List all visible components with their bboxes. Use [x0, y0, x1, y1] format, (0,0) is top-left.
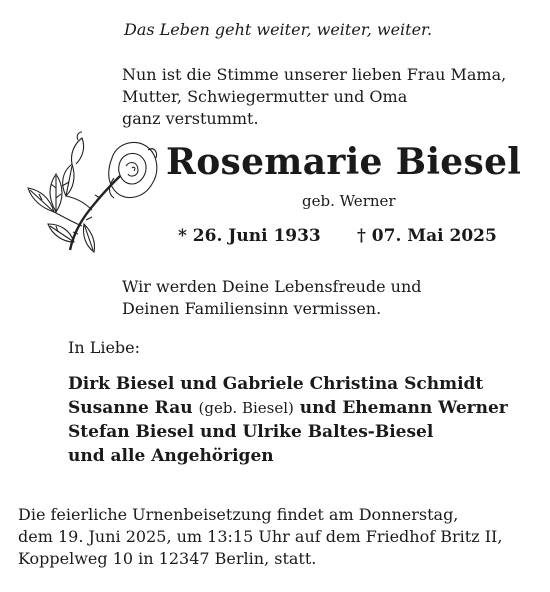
- mourners-list: [68, 372, 508, 468]
- memory-line: Wir werden Deine Lebensfreude und: [122, 277, 422, 296]
- funeral-line: Koppelweg 10 in 12347 Berlin, statt.: [18, 549, 317, 568]
- mourner-line: und alle Angehörigen: [68, 446, 274, 466]
- funeral-line: dem 19. Juni 2025, um 13:15 Uhr auf dem Friedhof Britz II,: [18, 527, 503, 546]
- mourner-name: Susanne Rau: [68, 398, 199, 418]
- motto: Das Leben geht weiter, weiter, weiter.: [124, 20, 433, 39]
- funeral-line: Die feierliche Urnenbeisetzung findet am Donnerstag,: [18, 505, 459, 524]
- intro-line: ganz verstummt.: [122, 109, 259, 128]
- intro-line: Mutter, Schwiegermutter und Oma: [122, 87, 408, 106]
- funeral-notice: [18, 504, 502, 570]
- deceased-name: Rosemarie Biesel: [166, 141, 522, 183]
- mourner-line: Stefan Biesel und Ulrike Baltes-Biesel: [68, 422, 434, 442]
- mourner-maiden-name: (geb. Biesel): [198, 399, 294, 417]
- maiden-name: geb. Werner: [302, 192, 396, 210]
- rose-icon: [12, 128, 162, 256]
- intro-text: [122, 64, 506, 130]
- in-love-label: In Liebe:: [68, 338, 141, 357]
- mourner-line: Dirk Biesel und Gabriele Christina Schmidt: [68, 374, 484, 394]
- birth-date: * 26. Juni 1933: [178, 226, 321, 246]
- mourner-line: [68, 396, 508, 420]
- memory-text: [122, 276, 422, 320]
- death-date: † 07. Mai 2025: [357, 226, 497, 246]
- memory-line: Deinen Familiensinn vermissen.: [122, 299, 382, 318]
- mourner-name: und Ehemann Werner: [293, 398, 508, 418]
- intro-line: Nun ist die Stimme unserer lieben Frau Mama,: [122, 65, 507, 84]
